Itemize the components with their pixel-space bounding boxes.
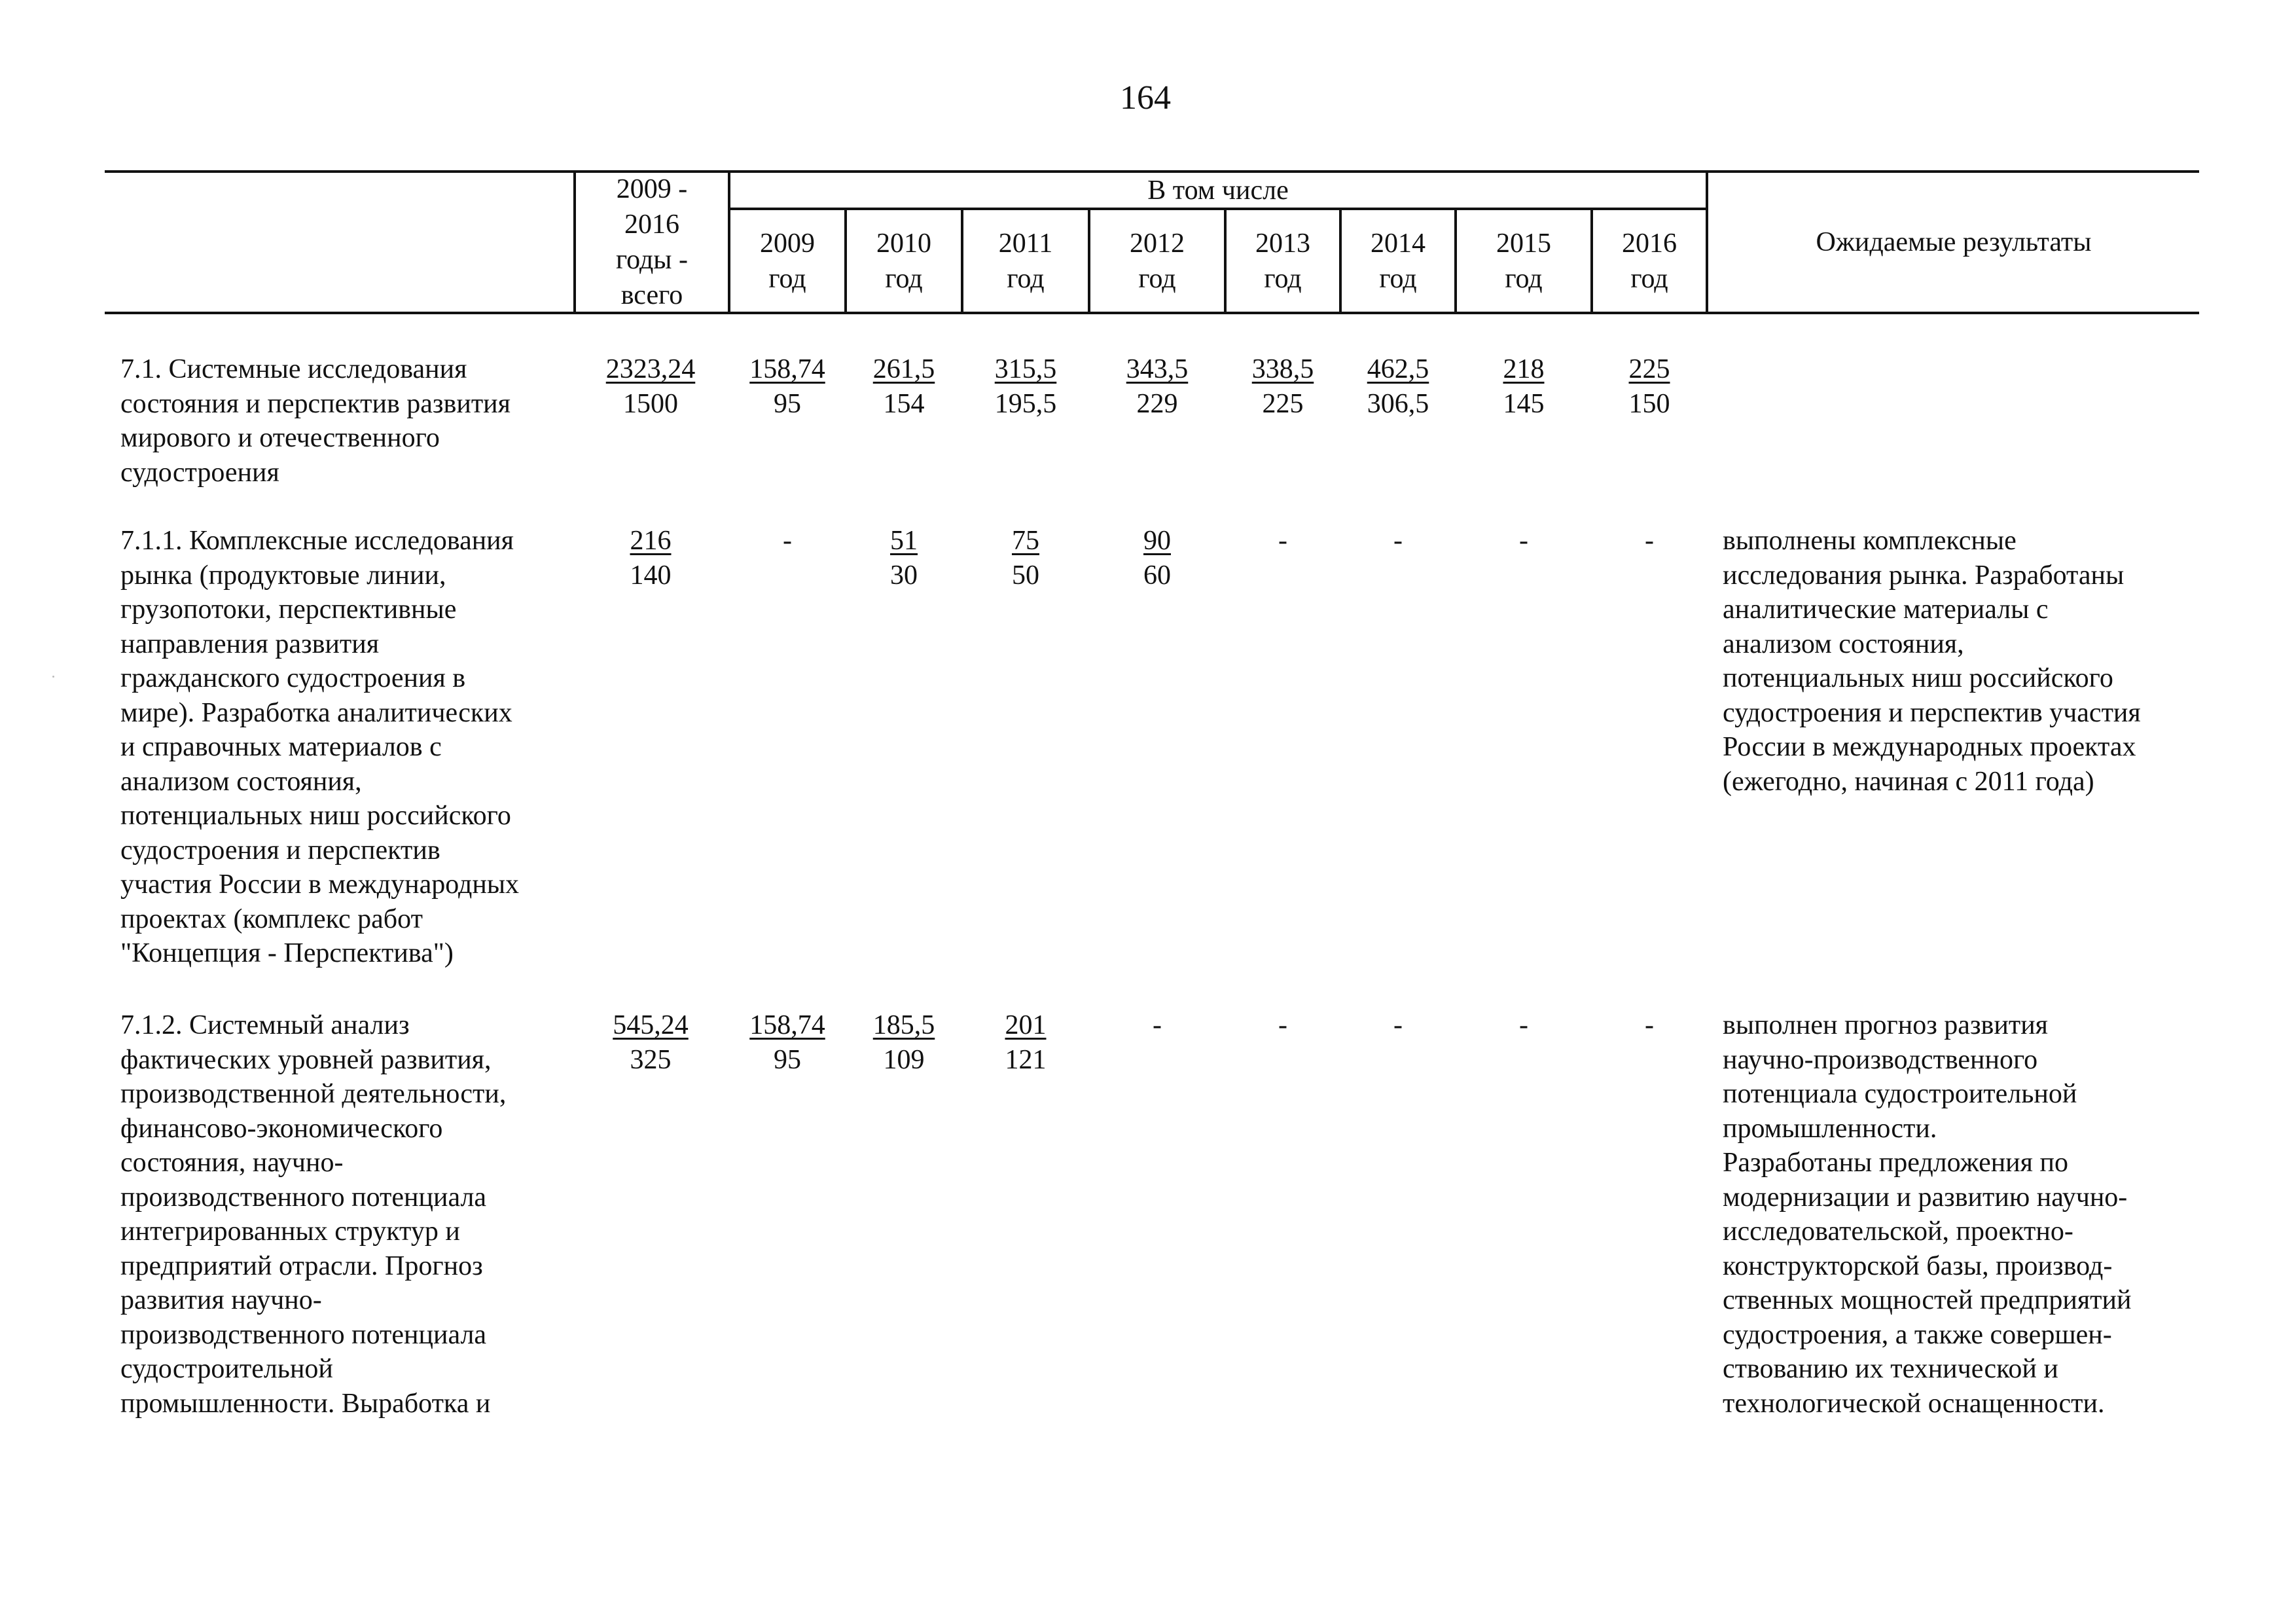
value-budget: 95	[774, 1044, 801, 1075]
value-cell	[585, 524, 716, 593]
header-year-2012: 2012 год	[1130, 228, 1185, 294]
item-name-line: фактических уровней развития,	[120, 1044, 492, 1075]
value-budget: 145	[1503, 388, 1545, 419]
value-total: 338,5	[1251, 354, 1314, 384]
value-budget: 1500	[623, 388, 678, 419]
result-line: конструкторской базы, производ-	[1723, 1250, 2113, 1281]
table-header-bottom-border	[105, 312, 2199, 314]
result-line: выполнен прогноз развития	[1723, 1010, 2048, 1040]
value-cell	[1333, 524, 1463, 558]
item-name-line: производственного потенциала	[120, 1319, 487, 1350]
result-line: потенциала судостроительной	[1723, 1079, 2077, 1109]
value-cell	[1458, 352, 1589, 421]
value-cell	[1584, 1008, 1715, 1043]
no-value-dash: -	[1393, 1010, 1403, 1040]
value-cell	[838, 524, 969, 593]
value-cell	[1584, 352, 1715, 421]
value-total: 545,24	[613, 1010, 689, 1040]
value-total: 75	[1012, 526, 1039, 556]
item-name-line: и справочных материалов с	[120, 732, 442, 762]
header-year-2013: 2013 год	[1255, 228, 1310, 294]
item-name-line: развития научно-	[120, 1285, 322, 1315]
value-cell	[1092, 524, 1223, 593]
value-cell	[1217, 352, 1348, 421]
header-year-2009: 2009 год	[760, 228, 815, 294]
value-total: 51	[890, 526, 918, 556]
value-cell	[1333, 352, 1463, 421]
value-total: 462,5	[1367, 354, 1429, 384]
item-name-line: потенциальных ниш российского	[120, 801, 511, 831]
value-budget: 306,5	[1367, 388, 1429, 419]
value-budget: 60	[1143, 560, 1171, 591]
value-total: 216	[630, 526, 672, 556]
item-name-line: производственного потенциала	[120, 1182, 487, 1213]
item-name-line: судостроения и перспектив	[120, 835, 440, 866]
value-cell	[1217, 524, 1348, 558]
item-name-line: финансово-экономического	[120, 1113, 443, 1144]
value-cell	[1584, 524, 1715, 558]
header-year-2010: 2010 год	[876, 228, 931, 294]
value-budget: 225	[1262, 388, 1304, 419]
item-name-line: судостроения	[120, 457, 279, 488]
result-line: промышленности.	[1723, 1113, 1937, 1144]
no-value-dash: -	[1278, 526, 1287, 556]
value-budget: 95	[774, 388, 801, 419]
value-total: 90	[1143, 526, 1171, 556]
value-cell	[838, 1008, 969, 1077]
value-cell	[585, 352, 716, 421]
item-name-line: 7.1.1. Комплексные исследования	[120, 526, 514, 556]
no-value-dash: -	[783, 526, 792, 556]
no-value-dash: -	[1645, 1010, 1654, 1040]
item-name-line: 7.1. Системные исследования	[120, 354, 467, 384]
result-line: модернизации и развитию научно-	[1723, 1182, 2128, 1213]
value-cell	[960, 524, 1091, 593]
result-line: (ежегодно, начиная с 2011 года)	[1723, 766, 2094, 797]
value-cell	[1217, 1008, 1348, 1043]
value-cell	[960, 352, 1091, 421]
header-including: В том числе	[1147, 175, 1289, 206]
value-budget: 150	[1628, 388, 1670, 419]
item-name-line: предприятий отрасли. Прогноз	[120, 1250, 483, 1281]
result-line: судостроения и перспектив участия	[1723, 697, 2141, 728]
value-total: 158,74	[749, 1010, 825, 1040]
item-name-line: направления развития	[120, 629, 380, 659]
result-line: судостроения, а также совершен-	[1723, 1319, 2112, 1350]
value-cell	[1458, 524, 1589, 558]
result-line: ствованию их технической и	[1723, 1354, 2058, 1384]
result-line: аналитические материалы с	[1723, 594, 2049, 625]
item-name-line: производственной деятельности,	[120, 1079, 507, 1109]
result-line: исследовательской, проектно-	[1723, 1216, 2073, 1247]
value-budget: 154	[883, 388, 925, 419]
header-year-2011: 2011 год	[998, 228, 1053, 294]
result-line: ственных мощностей предприятий	[1723, 1285, 2132, 1315]
row-expected-result	[1723, 1008, 2131, 1421]
item-name-line: промышленности. Выработка и	[120, 1388, 491, 1419]
row-expected-result	[1723, 524, 2141, 799]
result-line: исследования рынка. Разработаны	[1723, 560, 2125, 591]
item-name-line: мирового и отечественного	[120, 423, 440, 453]
no-value-dash: -	[1153, 1010, 1162, 1040]
value-total: 185,5	[872, 1010, 935, 1040]
item-name-line: 7.1.2. Системный анализ	[120, 1010, 410, 1040]
value-total: 218	[1503, 354, 1545, 384]
value-budget: 195,5	[994, 388, 1057, 419]
value-cell	[1458, 1008, 1589, 1043]
scan-speck	[52, 676, 54, 678]
value-budget: 30	[890, 560, 918, 591]
value-total: 261,5	[872, 354, 935, 384]
value-cell	[960, 1008, 1091, 1077]
item-name-line: состояния, научно-	[120, 1148, 344, 1178]
item-name-line: состояния и перспектив развития	[120, 388, 511, 419]
value-cell	[722, 1008, 853, 1077]
value-budget: 109	[883, 1044, 925, 1075]
item-name-line: участия России в международных	[120, 869, 520, 900]
no-value-dash: -	[1278, 1010, 1287, 1040]
value-total: 225	[1628, 354, 1670, 384]
item-name-line: интегрированных структур и	[120, 1216, 460, 1247]
header-year-2014: 2014 год	[1371, 228, 1426, 294]
no-value-dash: -	[1645, 526, 1654, 556]
value-budget: 140	[630, 560, 672, 591]
value-budget: 325	[630, 1044, 672, 1075]
value-budget: 121	[1005, 1044, 1047, 1075]
value-cell	[838, 352, 969, 421]
item-name-line: мире). Разработка аналитических	[120, 697, 512, 728]
header-year-2015: 2015 год	[1496, 228, 1551, 294]
item-name-line: "Концепция - Перспектива")	[120, 938, 454, 968]
row-item-name	[120, 352, 511, 490]
value-total: 201	[1005, 1010, 1047, 1040]
value-total: 315,5	[994, 354, 1057, 384]
no-value-dash: -	[1519, 1010, 1528, 1040]
item-name-line: грузопотоки, перспективные	[120, 594, 457, 625]
header-total-period: 2009 - 2016 годы - всего	[615, 174, 689, 310]
value-budget: 229	[1136, 388, 1178, 419]
item-name-line: гражданского судостроения в	[120, 663, 466, 693]
item-name-line: рынка (продуктовые линии,	[120, 560, 446, 591]
no-value-dash: -	[1393, 526, 1403, 556]
value-total: 158,74	[749, 354, 825, 384]
result-line: научно-производственного	[1723, 1044, 2038, 1075]
value-total: 343,5	[1126, 354, 1189, 384]
header-year-2016: 2016 год	[1622, 228, 1677, 294]
page-number: 164	[1120, 79, 1171, 117]
result-line: России в международных проектах	[1723, 732, 2136, 762]
value-cell	[1092, 1008, 1223, 1043]
result-line: Разработаны предложения по	[1723, 1148, 2068, 1178]
result-line: выполнены комплексные	[1723, 526, 2017, 556]
result-line: анализом состояния,	[1723, 629, 1964, 659]
value-budget: 50	[1012, 560, 1039, 591]
result-line: потенциальных ниш российского	[1723, 663, 2113, 693]
value-cell	[722, 352, 853, 421]
row-item-name	[120, 524, 519, 971]
value-total: 2323,24	[605, 354, 696, 384]
value-cell	[722, 524, 853, 558]
header-expected-results: Ожидаемые результаты	[1816, 227, 2092, 257]
item-name-line: судостроительной	[120, 1354, 333, 1384]
item-name-line: анализом состояния,	[120, 766, 362, 797]
value-cell	[1092, 352, 1223, 421]
row-item-name	[120, 1008, 506, 1421]
item-name-line: проектах (комплекс работ	[120, 903, 423, 934]
value-cell	[1333, 1008, 1463, 1043]
value-cell	[585, 1008, 716, 1077]
no-value-dash: -	[1519, 526, 1528, 556]
result-line: технологической оснащенности.	[1723, 1388, 2105, 1419]
